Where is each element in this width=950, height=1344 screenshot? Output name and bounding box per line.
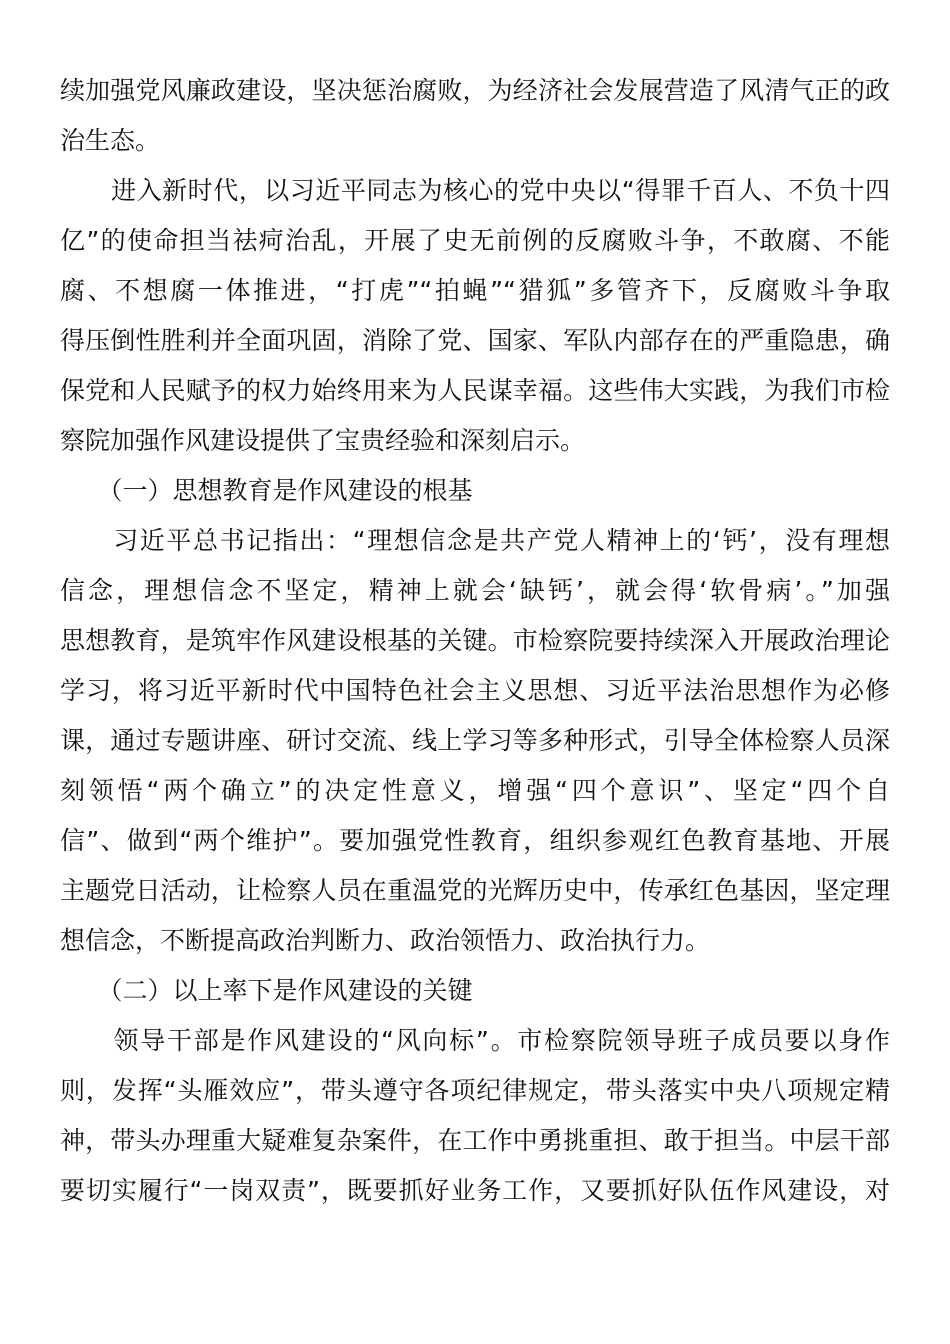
text-line: 想信念，不断提高政治判断力、政治领悟力、政治执行力。: [60, 926, 711, 955]
text-line: 则，发挥“头雁效应”，带头遵守各项纪律规定，带头落实中央八项规定精: [60, 1076, 890, 1105]
text-line: 要切实履行“一岗双责”，既要抓好业务工作，又要抓好队伍作风建设，对: [60, 1176, 890, 1205]
text-line: 刻领悟“两个确立”的决定性意义，增强“四个意识”、坚定“四个自: [60, 776, 890, 805]
text-line: 续加强党风廉政建设，坚决惩治腐败，为经济社会发展营造了风清气正的政: [60, 76, 890, 105]
text-line: 察院加强作风建设提供了宝贵经验和深刻启示。: [60, 426, 586, 455]
text-line: 主题党日活动，让检察人员在重温党的光辉历史中，传承红色基因，坚定理: [60, 876, 890, 905]
section-heading-1: （一）思想教育是作风建设的根基: [60, 476, 473, 505]
text-line: 治生态。: [60, 126, 161, 155]
text-line: 学习，将习近平新时代中国特色社会主义思想、习近平法治思想作为必修: [60, 676, 890, 705]
text-line: 亿”的使命担当祛疴治乱，开展了史无前例的反腐败斗争，不敢腐、不能: [60, 226, 890, 255]
body-text: [60, 66, 890, 1216]
text-line: 保党和人民赋予的权力始终用来为人民谋幸福。这些伟大实践，为我们市检: [60, 376, 890, 405]
text-line: 课，通过专题讲座、研讨交流、线上学习等多种形式，引导全体检察人员深: [60, 726, 890, 755]
text-line: 得压倒性胜利并全面巩固，消除了党、国家、军队内部存在的严重隐患，确: [60, 326, 890, 355]
text-line: 信”、做到“两个维护”。要加强党性教育，组织参观红色教育基地、开展: [60, 826, 890, 855]
text-line: 信念，理想信念不坚定，精神上就会‘缺钙’，就会得‘软骨病’。”加强: [60, 576, 890, 605]
text-line: 习近平总书记指出：“理想信念是共产党人精神上的‘钙’，没有理想: [60, 526, 890, 555]
text-line: 神，带头办理重大疑难复杂案件，在工作中勇挑重担、敢于担当。中层干部: [60, 1126, 890, 1155]
text-line: 思想教育，是筑牢作风建设根基的关键。市检察院要持续深入开展政治理论: [60, 626, 890, 655]
text-line: 进入新时代，以习近平同志为核心的党中央以“得罪千百人、不负十四: [60, 176, 890, 205]
text-line: 领导干部是作风建设的“风向标”。市检察院领导班子成员要以身作: [60, 1026, 890, 1055]
section-heading-2: （二）以上率下是作风建设的关键: [60, 976, 473, 1005]
text-line: 腐、不想腐一体推进，“打虎”“拍蝇”“猎狐”多管齐下，反腐败斗争取: [60, 276, 890, 305]
